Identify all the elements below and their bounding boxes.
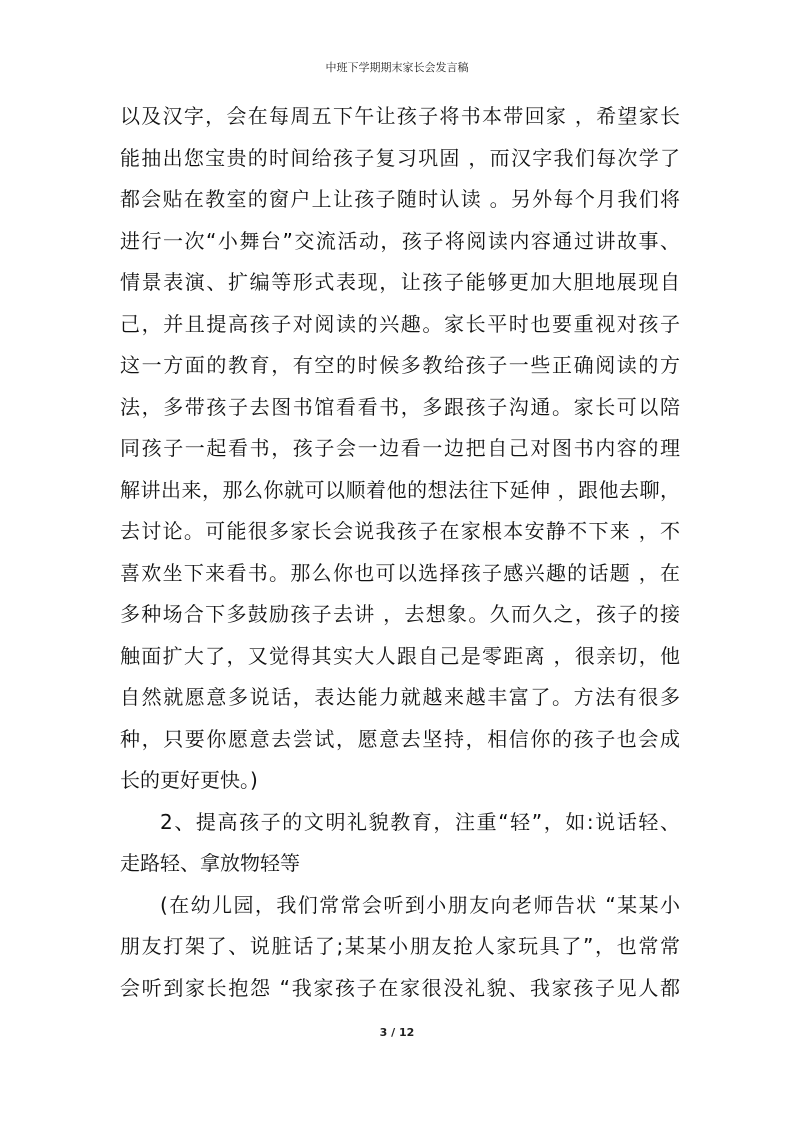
- body-line: 这一方面的教育，有空的时候多教给孩子一些正确阅读的方: [120, 353, 680, 377]
- body-line: 触面扩大了，又觉得其实大人跟自己是零距离 ，很亲切，他: [120, 643, 680, 668]
- body-line: 己，并且提高孩子对阅读的兴趣。家长平时也要重视对孩子: [120, 311, 680, 336]
- section-heading-line-end: 走路轻、拿放物轻等: [120, 851, 300, 875]
- body-line: 喜欢坐下来看书。那么你也可以选择孩子感兴趣的话题 ，在: [120, 560, 680, 585]
- body-line: 进行一次“小舞台”交流活动，孩子将阅读内容通过讲故事、: [120, 228, 680, 253]
- body-line: 法，多带孩子去图书馆看看书，多跟孩子沟通。家长可以陪: [120, 394, 680, 419]
- body-line-paragraph-start: (在幼儿园，我们常常会听到小朋友向老师告状 “某某小: [160, 892, 680, 917]
- body-line: 朋友打架了、说脏话了;某某小朋友抢人家玩具了”，也常常: [120, 934, 680, 958]
- page-number: 3 / 12: [379, 1026, 415, 1039]
- body-line: 能抽出您宝贵的时间给孩子复习巩固 ，而汉字我们每次学了: [120, 145, 680, 170]
- body-text: [120, 96, 680, 1009]
- body-line: 解讲出来，那么你就可以顺着他的想法往下延伸 ，跟他去聊，: [120, 477, 680, 502]
- body-line: 以及汉字，会在每周五下午让孩子将书本带回家 ，希望家长: [120, 104, 680, 128]
- body-line: 会听到家长抱怨 “我家孩子在家很没礼貌、我家孩子见人都: [120, 975, 680, 1000]
- body-line: 去讨论。可能很多家长会说我孩子在家根本安静不下来 ，不: [120, 519, 680, 543]
- body-line: 都会贴在教室的窗户上让孩子随时认读 。另外每个月我们将: [120, 187, 680, 211]
- body-line-paragraph-end: 长的更好更快。): [120, 768, 258, 792]
- section-heading-line: 2、提高孩子的文明礼貌教育，注重“轻”，如:说话轻、: [160, 809, 680, 834]
- body-line: 自然就愿意多说话，表达能力就越来越丰富了。方法有很多: [120, 685, 680, 709]
- body-line: 种，只要你愿意去尝试，愿意去坚持，相信你的孩子也会成: [120, 726, 680, 751]
- body-line: 多种场合下多鼓励孩子去讲 ，去想象。久而久之，孩子的接: [120, 602, 680, 626]
- body-line: 情景表演、扩编等形式表现，让孩子能够更加大胆地展现自: [120, 270, 680, 294]
- body-line: 同孩子一起看书，孩子会一边看一边把自己对图书内容的理: [120, 436, 680, 460]
- running-header-title: 中班下学期期末家长会发言稿: [325, 61, 469, 74]
